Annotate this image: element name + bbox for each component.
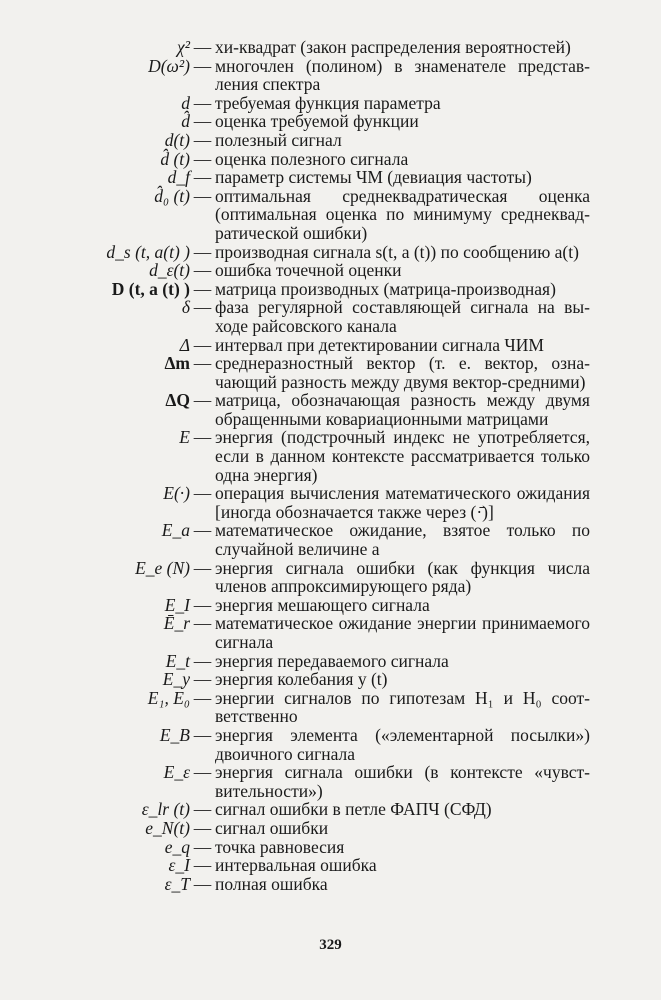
list-item [0, 298, 661, 335]
entry-definition: энергии сигналов по гипотезам H₁ и H₀ соответственно [215, 687, 590, 727]
entry-dash: — [193, 334, 212, 355]
list-item [0, 726, 661, 763]
entry-definition: математическое ожидание, взятое только по случайной величине a [215, 520, 590, 560]
list-item [0, 243, 661, 262]
entry-dash: — [193, 799, 212, 820]
entry-definition: сигнал ошибки [215, 817, 329, 838]
list-item [0, 428, 661, 484]
entry-symbol: d [181, 92, 190, 113]
glossary-page [0, 38, 661, 893]
entry-definition: матрица производных (матрица-производная) [215, 278, 556, 299]
entry-symbol: d_ε(t) [149, 260, 190, 281]
list-item [0, 856, 661, 875]
entry-definition: среднеразностный вектор (т. е. вектор, означающий разность между двумя вектор-средними) [215, 353, 590, 392]
entry-dash: — [193, 520, 212, 541]
entry-dash: — [193, 278, 212, 299]
list-item [0, 391, 661, 428]
list-item [0, 819, 661, 838]
entry-symbol: ΔQ [165, 390, 190, 411]
entry-dash: — [193, 836, 212, 857]
entry-dash: — [193, 297, 212, 318]
entry-symbol: δ [181, 297, 190, 318]
entry-symbol: ε_lr (t) [141, 799, 190, 820]
entry-symbol: E_t [165, 650, 190, 671]
entry-definition: требуемая функция параметра [215, 92, 441, 113]
entry-symbol: E [179, 427, 190, 448]
entry-definition: полезный сигнал [215, 129, 342, 150]
entry-definition: ошибка точечной оценки [215, 260, 402, 281]
entry-dash: — [193, 817, 212, 838]
entry-symbol: Ē_r [163, 613, 190, 634]
entry-symbol: d̂ (t) [160, 148, 190, 169]
entry-definition: энергия передаваемого сигнала [215, 650, 449, 671]
entry-definition: энергия мешающего сигнала [215, 594, 430, 615]
entry-definition: операция вычисления математического ожидания [иногда обозначается также через (·̄)] [215, 483, 590, 522]
entry-dash: — [193, 37, 212, 57]
list-item [0, 484, 661, 521]
entry-symbol: d̂₀ (t) [154, 185, 190, 206]
entry-definition: энергия (подстрочный индекс не употребляется, если в данном контексте рассматривается только одна энергия) [215, 427, 590, 485]
entry-definition: интервал при детектировании сигнала ЧИМ [215, 334, 544, 355]
entry-dash: — [193, 111, 212, 132]
entry-dash: — [193, 855, 212, 876]
entry-definition: полная ошибка [215, 873, 328, 894]
entry-definition: сигнал ошибки в петле ФАПЧ (СФД) [215, 799, 492, 820]
entry-definition: интервальная ошибка [215, 855, 377, 876]
entry-symbol: E_ε [163, 762, 190, 783]
entry-dash: — [193, 353, 212, 374]
list-item [0, 614, 661, 651]
entry-definition: точка равновесия [215, 836, 345, 857]
entry-definition: параметр системы ЧМ (девиация частоты) [215, 167, 532, 188]
list-item [0, 652, 661, 671]
entry-dash: — [193, 167, 212, 188]
entry-dash: — [193, 427, 212, 448]
entry-dash: — [193, 669, 212, 690]
entry-definition: оптимальная среднеквадратическая оценка (оптимальная оценка по минимуму среднеквадратической ошибки) [215, 185, 590, 243]
entry-definition: производная сигнала s(t, a (t)) по сообщению a(t) [215, 241, 579, 262]
list-item [0, 150, 661, 169]
entry-symbol: E_e (N) [135, 557, 190, 578]
entry-symbol: e_q [164, 836, 190, 857]
list-item [0, 57, 661, 94]
entry-dash: — [193, 557, 212, 578]
entry-symbol: E(·) [163, 483, 190, 504]
list-item [0, 38, 661, 57]
list-item [0, 131, 661, 150]
entry-symbol: d_s (t, a(t) ) [106, 241, 190, 262]
entry-definition: оценка требуемой функции [215, 111, 419, 132]
list-item [0, 187, 661, 243]
list-item [0, 670, 661, 689]
entry-definition: фаза регулярной составляющей сигнала на выходе райсовского канала [215, 297, 590, 336]
entry-symbol: Δm [164, 353, 190, 374]
entry-dash: — [193, 92, 212, 113]
entry-dash: — [193, 594, 212, 615]
entry-definition: энергия колебания y (t) [215, 669, 388, 690]
entry-definition: оценка полезного сигнала [215, 148, 409, 169]
entry-symbol: E_y [162, 669, 190, 690]
list-item [0, 800, 661, 819]
list-item [0, 838, 661, 857]
list-item [0, 521, 661, 558]
entry-symbol: E_B [159, 724, 190, 745]
entry-symbol: D(ω²) [148, 55, 190, 76]
list-item [0, 763, 661, 800]
entry-symbol: ε_T [164, 873, 190, 894]
entry-definition: хи-квадрат (закон распределения вероятностей) [215, 37, 571, 57]
entry-dash: — [193, 390, 212, 411]
entry-dash: — [193, 148, 212, 169]
list-item [0, 596, 661, 615]
entry-dash: — [193, 185, 212, 206]
list-item [0, 336, 661, 355]
list-item [0, 280, 661, 299]
list-item [0, 559, 661, 596]
entry-dash: — [193, 762, 212, 783]
entry-symbol: Δ [179, 334, 190, 355]
entry-symbol: d̂ [181, 111, 190, 132]
entry-dash: — [193, 687, 212, 708]
entry-definition: энергия сигнала ошибки (в контексте «чувствительности») [215, 762, 590, 801]
entry-dash: — [193, 613, 212, 634]
entry-symbol: χ² [177, 37, 190, 57]
list-item [0, 94, 661, 113]
entry-dash: — [193, 55, 212, 76]
entry-definition: математическое ожидание энергии принимаемого сигнала [215, 613, 590, 652]
entry-symbol: E₁, E₀ [147, 687, 190, 708]
entry-dash: — [193, 483, 212, 504]
entry-symbol: E_I [164, 594, 190, 615]
entry-definition: энергия сигнала ошибки (как функция числа членов аппроксимирующего ряда) [215, 557, 590, 597]
entry-symbol: e_N(t) [145, 817, 190, 838]
entry-dash: — [193, 650, 212, 671]
entry-symbol: d_f [167, 167, 190, 188]
entry-symbol: D (t, a (t) ) [111, 278, 190, 299]
entry-dash: — [193, 241, 212, 262]
list-item [0, 112, 661, 131]
entry-definition: матрица, обозначающая разность между двумя обращенными ковариационными матрицами [215, 390, 590, 429]
page-number: 329 [319, 937, 342, 953]
entry-dash: — [193, 129, 212, 150]
entry-dash: — [193, 724, 212, 745]
entry-dash: — [193, 260, 212, 281]
entry-definition: энергия элемента («элементарной посылки») двоичного сигнала [215, 724, 590, 764]
list-item [0, 875, 661, 894]
list-item [0, 261, 661, 280]
entry-definition: многочлен (полином) в знаменателе представления спектра [215, 55, 590, 95]
list-item [0, 168, 661, 187]
list-item [0, 354, 661, 391]
list-item [0, 689, 661, 726]
entry-dash: — [193, 873, 212, 894]
entry-symbol: ε_I [168, 855, 190, 876]
entry-symbol: d(t) [164, 129, 190, 150]
entry-symbol: E_a [161, 520, 190, 541]
